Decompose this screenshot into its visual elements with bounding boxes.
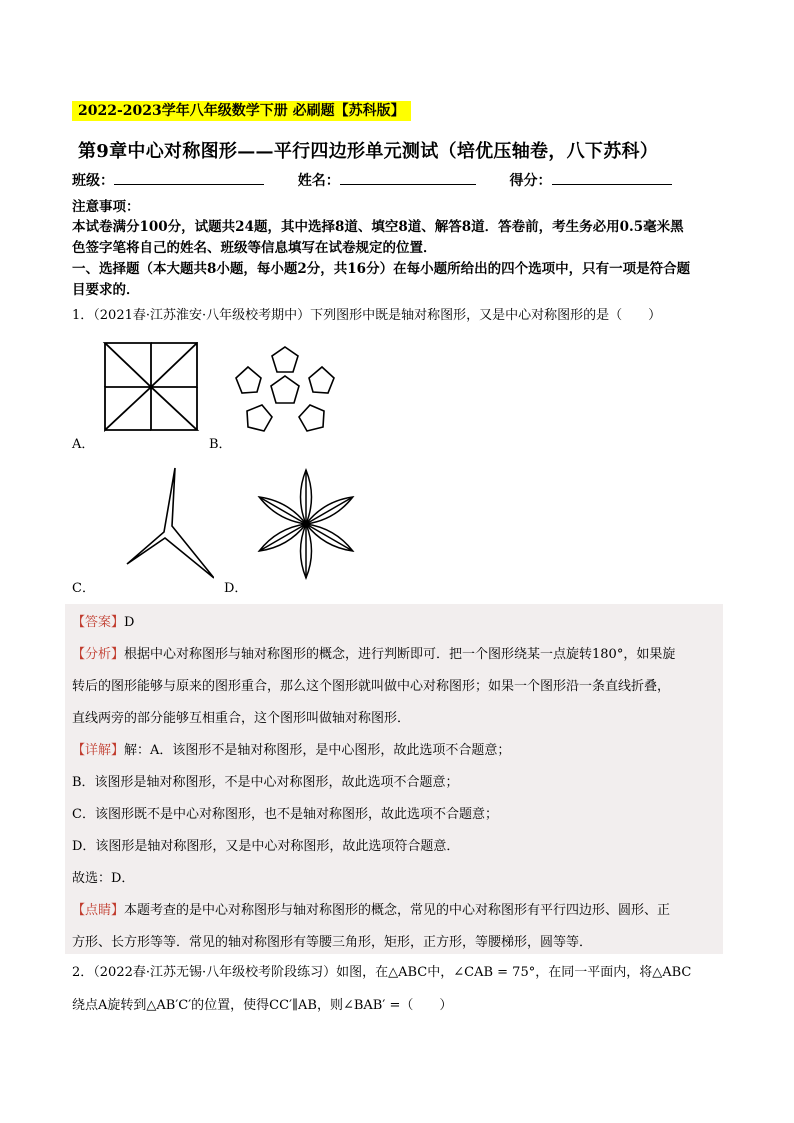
detail-line-3: C．该图形既不是中心对称图形，也不是轴对称图形，故此选项不合题意； — [72, 807, 498, 822]
option-c-label: C． — [72, 581, 95, 596]
option-b-pentagons-figure — [234, 345, 336, 437]
class-blank[interactable] — [114, 170, 264, 185]
comment-line-1 — [72, 899, 670, 918]
section-line-1: 一、选择题（本大题共8小题，每小题2分，共16分）在每小题所给出的四个选项中，只有一项是符合题 — [72, 261, 691, 277]
notes-heading: 注意事项： — [72, 199, 140, 215]
answer-value: D — [124, 615, 135, 630]
analysis-line-2: 转后的图形能够与原来的图形重合，那么这个图形就叫做中心对称图形；如果一个图形沿一条直线折叠， — [72, 679, 671, 694]
option-b-label: B． — [209, 437, 232, 452]
analysis-text-1: 根据中心对称图形与轴对称图形的概念，进行判断即可．把一个图形绕某一点旋转180°，如果旋 — [124, 647, 676, 662]
page-title: 第9章中心对称图形——平行四边形单元测试（培优压轴卷，八下苏科） — [78, 141, 659, 162]
notes-line-1: 本试卷满分100分，试题共24题，其中选择8道、填空8道、解答8道．答卷前，考生务必用0.5毫米黑 — [72, 219, 684, 235]
header-banner: 2022-2023学年八年级数学下册 必刷题【苏科版】 — [72, 101, 411, 121]
student-info-row — [72, 170, 672, 190]
comment-line-2: 方形、长方形等等．常见的轴对称图形有等腰三角形，矩形，正方形，等腰梯形，圆等等． — [72, 935, 593, 950]
detail-line-4: D．该图形是轴对称图形，又是中心对称图形，故此选项符合题意． — [72, 839, 460, 854]
answer-tag: 【答案】 — [72, 615, 125, 630]
analysis-line-3: 直线两旁的部分能够互相重合，这个图形叫做轴对称图形． — [72, 711, 411, 726]
score-label: 得分： — [509, 173, 552, 189]
option-c-star-figure — [124, 466, 214, 582]
analysis-tag: 【分析】 — [72, 647, 125, 662]
question-2-line-1: 2．（2022春·江苏无锡·八年级校考阶段练习）如图，在△ABC中，∠CAB = 75°，在同一平面内，将△ABC — [72, 965, 692, 980]
section-line-2: 目要求的． — [72, 282, 140, 298]
detail-line-2: B．该图形是轴对称图形，不是中心对称图形，故此选项不合题意； — [72, 775, 459, 790]
detail-tag: 【详解】 — [72, 743, 125, 758]
question-2-line-2: 绕点A旋转到△AB′C′的位置，使得CC′∥AB，则∠BAB′ =（ ） — [72, 998, 453, 1013]
choose-line: 故选：D． — [72, 871, 135, 886]
detail-line-1 — [72, 739, 510, 758]
class-label: 班级： — [72, 173, 114, 189]
option-a-pinwheel-figure — [102, 342, 200, 432]
option-d-label: D． — [224, 581, 248, 596]
name-label: 姓名： — [297, 173, 340, 189]
score-blank[interactable] — [552, 170, 672, 185]
detail-text-1: 解：A．该图形不是轴对称图形，是中心图形，故此选项不合题意； — [124, 743, 511, 758]
notes-line-2: 色签字笔将自己的姓名、班级等信息填写在试卷规定的位置． — [72, 240, 437, 256]
analysis-line-1 — [72, 643, 675, 662]
option-a-label: A． — [72, 437, 95, 452]
question-1-stem: 1．（2021春·江苏淮安·八年级校考期中）下列图形中既是轴对称图形，又是中心对称图形的是（ ） — [72, 308, 662, 323]
answer-line — [72, 611, 134, 630]
comment-text-1: 本题考查的是中心对称图形与轴对称图形的概念，常见的中心对称图形有平行四边形、圆形、正 — [124, 903, 671, 918]
comment-tag: 【点睛】 — [72, 903, 125, 918]
option-d-leaves-figure — [254, 468, 358, 580]
name-blank[interactable] — [340, 170, 476, 185]
